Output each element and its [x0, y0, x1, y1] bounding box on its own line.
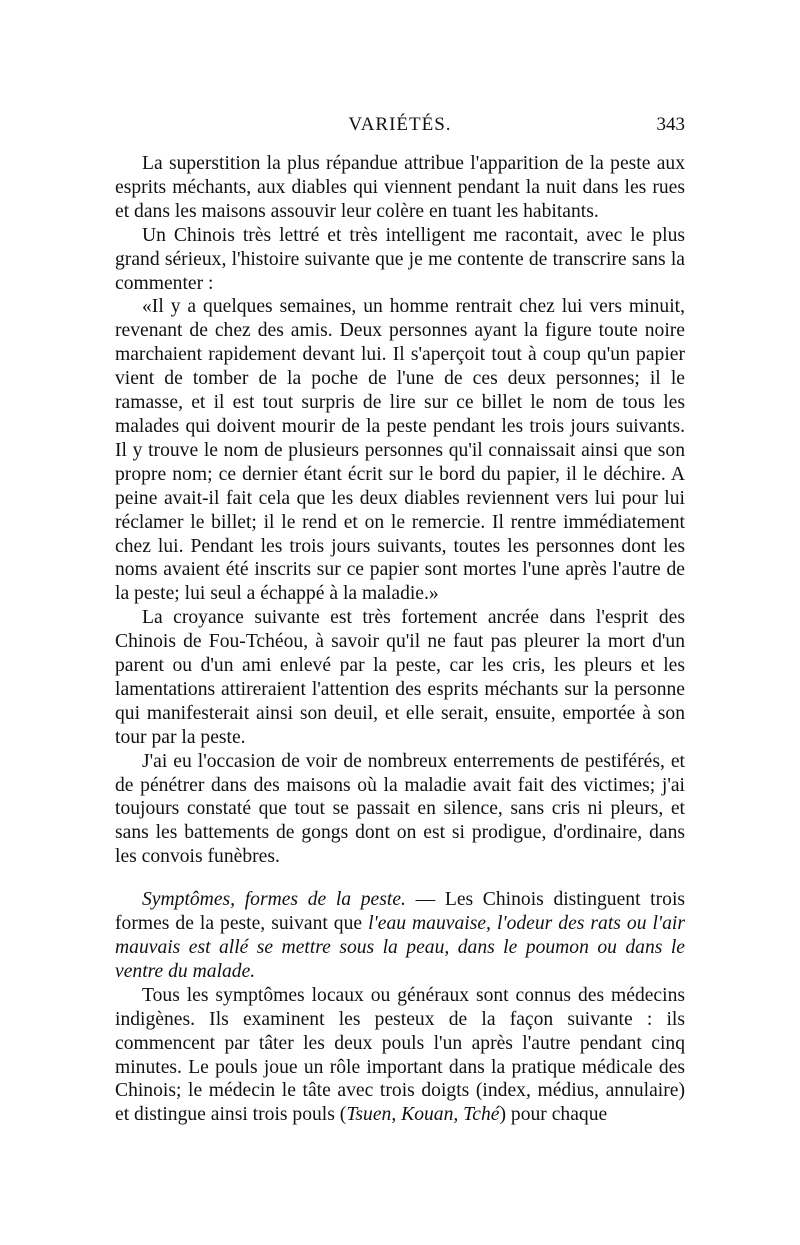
section-dash: —: [405, 889, 445, 911]
section-intro-text: Les Chinois distinguent trois formes de la peste, suivant que: [115, 889, 686, 935]
page-header: [115, 114, 685, 144]
paragraph-text: Tous les symptômes locaux ou généraux sont connus des médecins indigènes. Ils examinent les pesteux de la façon suivante : ils commencent par tâter les deux pouls l'un après l'autre pendant cinq minutes. Le pouls joue un rôle important dans la pratique médicale des Chinois; le médecin le tâte avec trois doigts (index, médius, annulaire) et distingue ainsi trois pouls (: [115, 984, 685, 1126]
section-paragraph: [115, 888, 685, 984]
paragraph: La superstition la plus répandue attribue l'apparition de la peste aux esprits méchants, aux diables qui viennent pendant la nuit dans les rues et dans les maisons assouvir leur colère en tuant les habitants.: [115, 153, 685, 222]
section-italic-text: l'eau mauvaise, l'odeur des rats ou l'air mauvais est allé se mettre sous la peau, dans le poumon ou dans le ventre du malade.: [115, 913, 685, 982]
quoted-story-paragraph: «Il y a quelques semaines, un homme rentrait chez lui vers minuit, revenant de chez des amis. Deux personnes ayant la figure toute noire marchaient rapidement devant lui. Il s'aperçoit tout à coup qu'un papier vient de tomber de la poche de l'une de ces deux personnes; il le ramasse, et il est tout surpris de lire sur ce billet le nom de tous les malades qui doivent mourir de la peste pendant les trois jours suivants. Il y trouve le nom de plusieurs personnes qu'il connaissait ainsi que son propre nom; ce dernier étant écrit sur le bord du papier, il le déchire. A peine avait-il fait cela que les deux diables reviennent vers lui pour lui réclamer le billet; il le rend et on le remercie. Il rentre immédiatement chez lui. Pendant les trois jours suivants, toutes les personnes dont les noms avaient été inscrits sur ce papier sont mortes l'une après l'autre de la peste; lui seul a échappé à la maladie.»: [115, 296, 685, 605]
paragraph: J'ai eu l'occasion de voir de nombreux enterrements de pestiférés, et de pénétrer dans des maisons où la maladie avait fait des victimes; j'ai toujours constaté que tout se passait en silence, sans cris ni pleurs, et sans les battements de gongs dont on est si prodigue, d'ordinaire, dans les convois funèbres.: [115, 750, 685, 868]
section-title: Symptômes, formes de la peste.: [142, 889, 406, 911]
running-title: VARIÉTÉS.: [348, 114, 452, 135]
body-text: [115, 152, 685, 1127]
pulse-names: Tsuen, Kouan, Tché: [346, 1104, 500, 1126]
paragraph: [115, 984, 685, 1127]
paragraph-text-end: ) pour chaque: [499, 1104, 608, 1126]
paragraph: Un Chinois très lettré et très intelligent me racontait, avec le plus grand sérieux, l'histoire suivante que je me contente de transcrire sans la commenter :: [115, 224, 685, 294]
page-number: 343: [656, 114, 685, 135]
paragraph: La croyance suivante est très fortement ancrée dans l'esprit des Chinois de Fou-Tchéou, à savoir qu'il ne faut pas pleurer la mort d'un parent ou d'un ami enlevé par la peste, car les cris, les pleurs et les lamentations attireraient l'attention des esprits méchants sur la personne qui manifesterait ainsi son deuil, et elle serait, ensuite, emportée à son tour par la peste.: [115, 607, 685, 748]
